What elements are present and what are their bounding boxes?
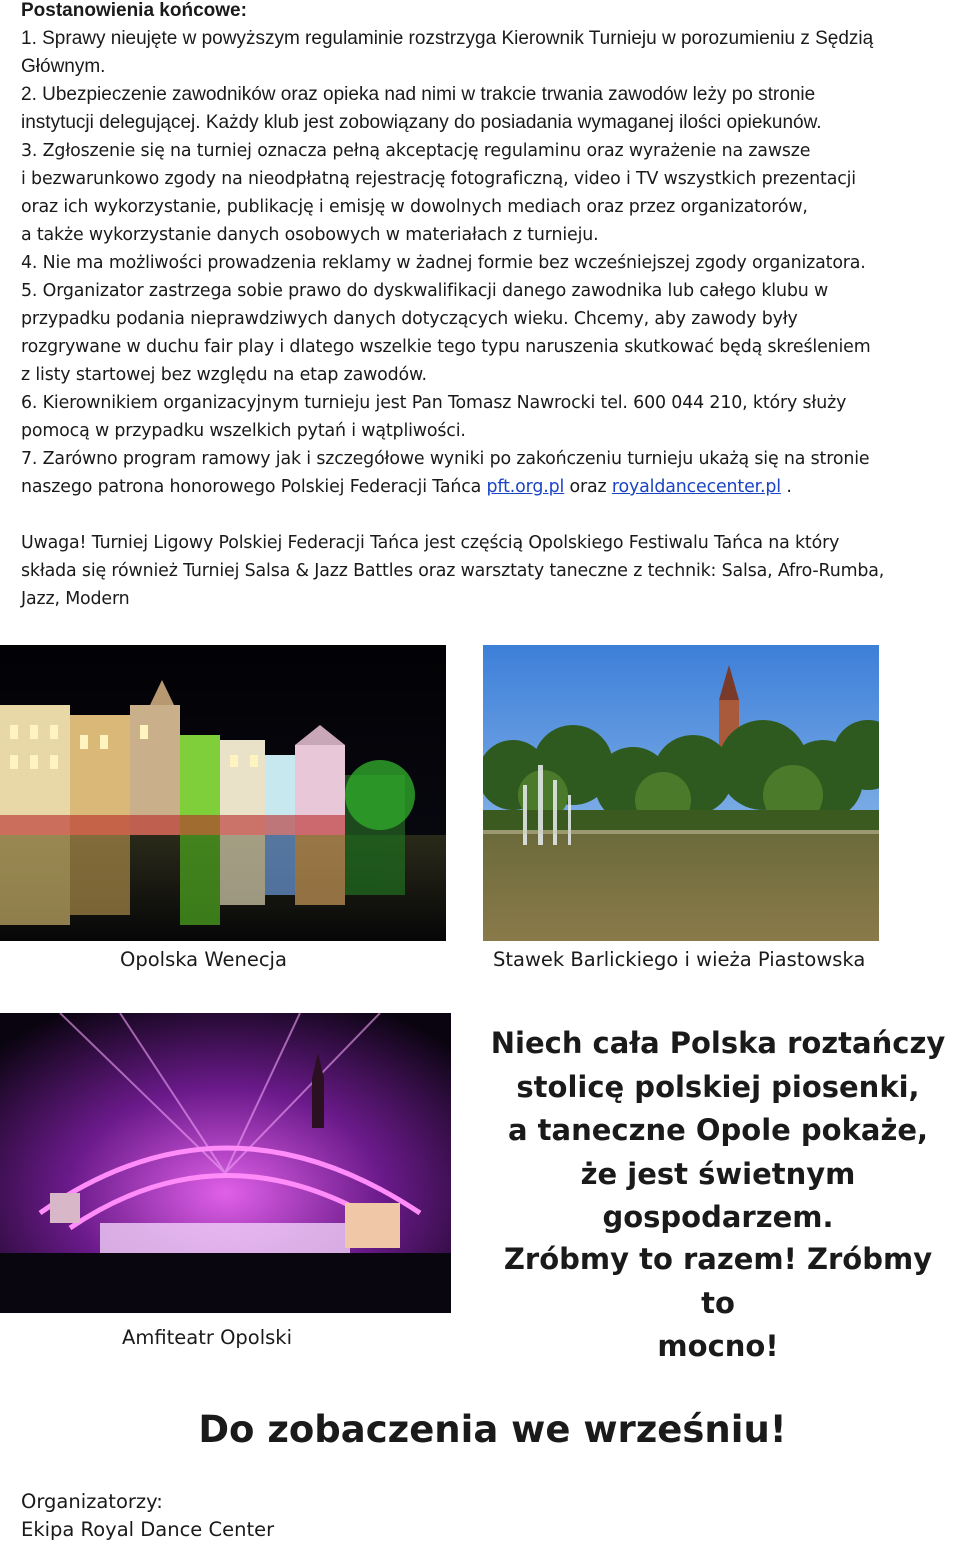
rule-3-line-4: a także wykorzystanie danych osobowych w materiałach z turnieju. bbox=[21, 225, 599, 245]
slogan-line-2: stolicę polskiej piosenki, bbox=[516, 1069, 920, 1104]
caption-amfiteatr: Amfiteatr Opolski bbox=[122, 1326, 293, 1349]
rule-3-line-2: i bezwarunkowo zgody na nieodpłatną rejestrację fotograficzną, video i TV wszystkich prezentacji bbox=[21, 169, 856, 189]
rule-7-line-1: 7. Zarówno program ramowy jak i szczegółowe wyniki po zakończeniu turnieju ukażą się na stronie bbox=[21, 449, 870, 469]
rule-7-conjunction: oraz bbox=[564, 477, 612, 497]
rule-5-line-1: 5. Organizator zastrzega sobie prawo do dyskwalifikacji danego zawodnika lub całego klubu w bbox=[21, 281, 829, 301]
photo-amfiteatr-opolski bbox=[0, 1013, 451, 1313]
slogan-line-5: Zróbmy to razem! Zróbmy to bbox=[503, 1242, 933, 1320]
closing-headline: Do zobaczenia we wrześniu! bbox=[198, 1408, 787, 1451]
rule-1-line-2: Głównym. bbox=[21, 56, 106, 77]
rule-3-line-1: 3. Zgłoszenie się na turniej oznacza pełną akceptację regulaminu oraz wyrażenie na zawsze bbox=[21, 141, 811, 161]
rule-5-line-3: rozgrywane w duchu fair play i dlatego wszelkie tego typu naruszenia skutkować będą skreśleniem bbox=[21, 337, 871, 357]
rule-2-line-2: instytucji delegującej. Każdy klub jest zobowiązany do posiadania wymaganej ilości opiekunów. bbox=[21, 112, 822, 133]
section-heading: Postanowienia końcowe: bbox=[21, 0, 247, 21]
rule-3-line-3: oraz ich wykorzystanie, publikację i emisję w dowolnych mediach oraz przez organizatorów, bbox=[21, 197, 808, 217]
pft-link[interactable]: pft.org.pl bbox=[486, 477, 565, 497]
rule-7-line-2 bbox=[21, 473, 792, 501]
notice-line-3: Jazz, Modern bbox=[21, 589, 130, 609]
rule-7-text: naszego patrona honorowego Polskiej Federacji Tańca bbox=[21, 477, 487, 497]
rule-1-line-1: 1. Sprawy nieujęte w powyższym regulaminie rozstrzyga Kierownik Turnieju w porozumieniu z Sędzią bbox=[21, 28, 874, 49]
rule-7-end: . bbox=[780, 477, 792, 497]
caption-stawek-barlickiego: Stawek Barlickiego i wieża Piastowska bbox=[493, 948, 866, 971]
photo-stawek-barlickiego bbox=[483, 645, 879, 941]
photo-opolska-wenecja bbox=[0, 645, 446, 941]
rule-6-line-1: 6. Kierownikiem organizacyjnym turnieju jest Pan Tomasz Nawrocki tel. 600 044 210, który służy bbox=[21, 393, 847, 413]
notice-line-1: Uwaga! Turniej Ligowy Polskiej Federacji Tańca jest częścią Opolskiego Festiwalu Tańca na który bbox=[21, 533, 840, 553]
rule-6-line-2: pomocą w przypadku wszelkich pytań i wątpliwości. bbox=[21, 421, 466, 441]
organizers-name: Ekipa Royal Dance Center bbox=[21, 1518, 275, 1541]
slogan-line-4: że jest świetnym gospodarzem. bbox=[580, 1156, 856, 1234]
rule-5-line-4: z listy startowej bez względu na etap zawodów. bbox=[21, 365, 427, 385]
organizers-label: Organizatorzy: bbox=[21, 1490, 163, 1513]
rule-2-line-1: 2. Ubezpieczenie zawodników oraz opieka nad nimi w trakcie trwania zawodów leży po stronie bbox=[21, 84, 816, 105]
slogan-block bbox=[483, 1022, 953, 1240]
royaldancecenter-link[interactable]: royaldancecenter.pl bbox=[611, 477, 781, 497]
slogan-line-6: mocno! bbox=[657, 1329, 779, 1363]
slogan-line-3: a taneczne Opole pokaże, bbox=[507, 1113, 929, 1147]
caption-opolska-wenecja: Opolska Wenecja bbox=[120, 948, 287, 971]
rule-4: 4. Nie ma możliwości prowadzenia reklamy w żadnej formie bez wcześniejszej zgody organizatora. bbox=[21, 253, 866, 273]
slogan-call bbox=[483, 1238, 953, 1369]
notice-line-2: składa się również Turniej Salsa & Jazz Battles oraz warsztaty taneczne z technik: Salsa, Afro-Rumba, bbox=[21, 561, 885, 581]
rule-5-line-2: przypadku podania nieprawdziwych danych dotyczących wieku. Chcemy, aby zawody były bbox=[21, 309, 798, 329]
slogan-line-1: Niech cała Polska roztańczy bbox=[490, 1026, 946, 1060]
